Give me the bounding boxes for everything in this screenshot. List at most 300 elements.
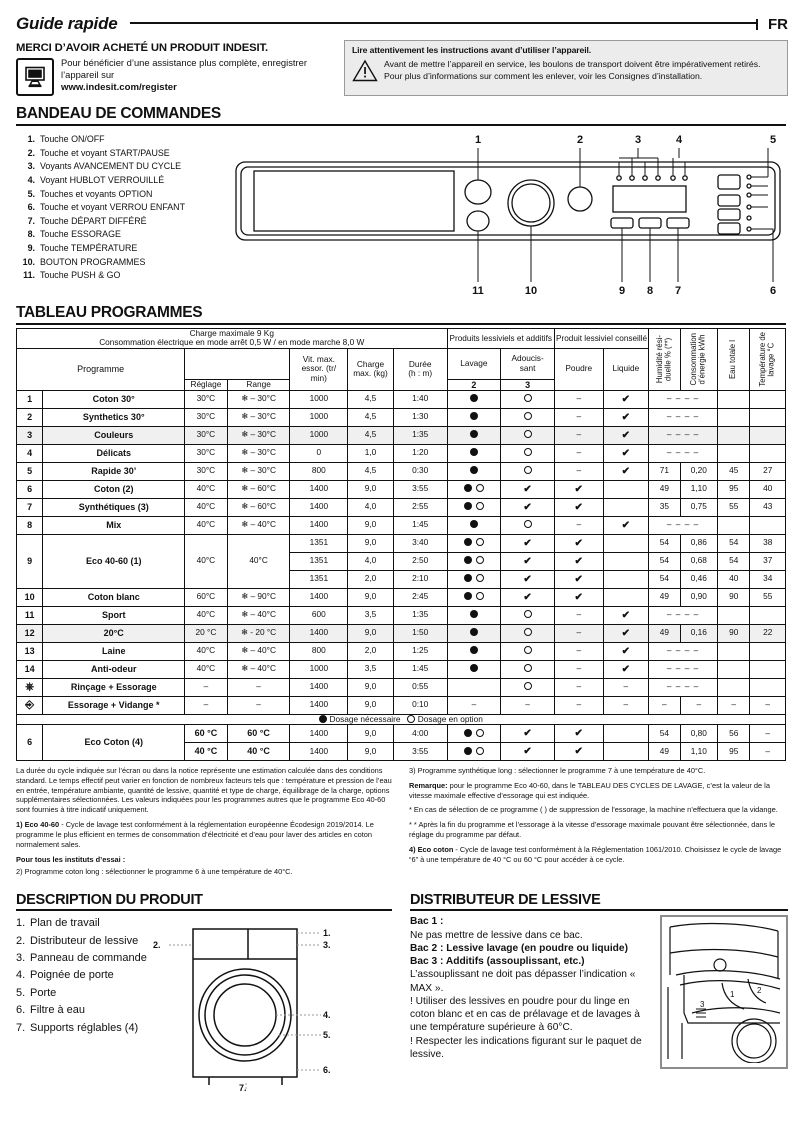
- table-row[interactable]: [17, 390, 786, 408]
- row-setting: 30°C: [185, 444, 228, 462]
- row-temperature: [750, 390, 786, 408]
- row-number: 8: [17, 516, 43, 534]
- row-duration: 1:35: [393, 426, 447, 444]
- row-softener: [501, 660, 555, 678]
- row-load: 4,0: [348, 498, 394, 516]
- caption-line-2: Consommation électrique en mode arrêt 0,5 W / en mode marche 8,0 W: [99, 337, 365, 348]
- footnote-left-4: 2) Programme coton long : sélectionner le programme 6 à une température de 40°C.: [16, 867, 293, 877]
- control-panel-section-title: [16, 105, 786, 126]
- row-temperature: [750, 660, 786, 678]
- row-duration: 0:10: [393, 696, 447, 714]
- row-number: 4: [17, 444, 43, 462]
- row-spin-speed: 1400: [290, 516, 348, 534]
- item-label: Distributeur de lessive: [30, 934, 139, 947]
- max-text: L’assouplissant ne doit pas dépasser l’indication « MAX ».: [410, 969, 636, 994]
- row-number: 5: [17, 462, 43, 480]
- row-liquid: ✔: [603, 408, 649, 426]
- row-liquid: ✔: [603, 426, 649, 444]
- warning-text: Avant de mettre l’appareil en service, les boulons de transport doivent être impérativement retirés. Pour plus d’informations sur comment les enlever, voir les Consignes d’installation.: [384, 59, 761, 81]
- row-softener: [501, 408, 555, 426]
- row-setting: 40°C: [185, 660, 228, 678]
- row-powder: –: [554, 408, 603, 426]
- row-powder: –: [554, 624, 603, 642]
- row-powder: –: [554, 642, 603, 660]
- row-humidity: 35: [649, 498, 680, 516]
- item-label: Plan de travail: [30, 917, 100, 930]
- row-spin-speed: 1000: [290, 660, 348, 678]
- header-powder: Poudre: [554, 348, 603, 390]
- table-row[interactable]: [17, 462, 786, 480]
- row-powder: ✔: [554, 498, 603, 516]
- dispenser-label-2: 2: [757, 986, 762, 996]
- item-number: 2.: [27, 147, 35, 158]
- row-temperature: [750, 426, 786, 444]
- row-temperature: 43: [750, 498, 786, 516]
- table-row[interactable]: [17, 516, 786, 534]
- table-header-row-1: [17, 329, 786, 349]
- product-parts-list: [16, 915, 147, 1091]
- warning-triangle-icon: [352, 59, 378, 82]
- row-softener: [501, 606, 555, 624]
- row-water: [718, 390, 750, 408]
- callout-9: 9: [618, 285, 626, 297]
- item-label: Touche TEMPÉRATURE: [40, 243, 138, 253]
- row-duration: 3:55: [393, 480, 447, 498]
- row-spin-speed: 1400: [290, 480, 348, 498]
- row-duration: 1:35: [393, 606, 447, 624]
- footnotes-right: [409, 766, 788, 882]
- row-softener: ✔: [501, 534, 555, 552]
- row-softener: [501, 642, 555, 660]
- row-programme-name: Coton (2): [43, 480, 185, 498]
- table-row[interactable]: [17, 624, 786, 642]
- row-range: ❄ – 30°C: [227, 462, 290, 480]
- row-liquid: ✔: [603, 516, 649, 534]
- control-panel-item-2: [16, 147, 228, 161]
- row-spin-speed: 1400: [290, 498, 348, 516]
- item-label: Touche DÉPART DIFFÉRÉ: [40, 215, 147, 226]
- footnotes-left: [16, 766, 395, 882]
- row-powder: ✔: [554, 588, 603, 606]
- row-load: 2,0: [348, 570, 394, 588]
- header-temp-group: [185, 348, 290, 379]
- row-softener: ✔: [501, 588, 555, 606]
- row-range: 40 °C: [227, 742, 290, 760]
- table-row[interactable]: [17, 498, 786, 516]
- row-range: ❄ – 60°C: [227, 498, 290, 516]
- header-consumption: Consommation d’énergie kWh: [680, 329, 717, 391]
- row-consumption: 1,10: [680, 742, 717, 760]
- header-liquid: Liquide: [603, 348, 649, 390]
- row-programme-name: Sport: [43, 606, 185, 624]
- header-recommended-group: Produit lessiviel conseillé: [554, 329, 648, 349]
- row-powder: –: [554, 390, 603, 408]
- row-programme-name: Mix: [43, 516, 185, 534]
- fig-callout-4: 4.: [322, 1010, 331, 1021]
- item-label: Porte: [30, 986, 57, 999]
- row-load: 4,5: [348, 426, 394, 444]
- row-range: ❄ – 90°C: [227, 588, 290, 606]
- row-water: 40: [718, 570, 750, 588]
- row-temperature: [750, 642, 786, 660]
- row-setting: 40°C: [185, 642, 228, 660]
- row-range: ❄ – 40°C: [227, 642, 290, 660]
- row-water: 55: [718, 498, 750, 516]
- footnote-right-1: 3) Programme synthétique long : sélectionner le programme 7 à une température de 40°C.: [409, 765, 706, 775]
- register-line-2: l’appareil sur: [61, 69, 115, 81]
- row-softener: ✔: [501, 570, 555, 588]
- fig-callout-3: 3.: [322, 940, 331, 951]
- row-wash: [447, 408, 501, 426]
- footnote-right-2: Remarque: pour le programme Eco 40-60, dans le TABLEAU DES CYCLES DE LAVAGE, c’est la valeur de la vitesse maximale effective d’essorage qui est indiquée.: [409, 780, 770, 800]
- item-number: 7.: [27, 215, 35, 226]
- row-setting: 40°C: [185, 498, 228, 516]
- fig-callout-1: 1.: [322, 928, 331, 939]
- row-humidity: 54: [649, 534, 680, 552]
- header-humidity: Humidité rési- duelle % (**): [649, 329, 680, 391]
- row-consumption: 0,90: [680, 588, 717, 606]
- header-softener: Adoucis- sant: [501, 348, 555, 379]
- row-liquid: [603, 588, 649, 606]
- callout-8: 8: [646, 285, 654, 297]
- item-number: 6.: [27, 202, 35, 213]
- dot-required-icon: [319, 715, 327, 723]
- item-label: Voyants AVANCEMENT DU CYCLE: [40, 161, 182, 172]
- row-liquid: [603, 534, 649, 552]
- item-label: Poignée de porte: [30, 969, 114, 982]
- row-spin-speed: 600: [290, 606, 348, 624]
- row-number: 11: [17, 606, 43, 624]
- row-wash: [447, 660, 501, 678]
- row-programme-name: Eco Coton (4): [43, 724, 185, 760]
- row-spin-speed: 1400: [290, 588, 348, 606]
- row-number: [17, 678, 43, 696]
- table-row[interactable]: [17, 642, 786, 660]
- row-setting: 40°C: [185, 606, 228, 624]
- row-humidity: – – – –: [649, 606, 718, 624]
- row-powder: ✔: [554, 724, 603, 742]
- bac1-title: Bac 1 :: [410, 916, 444, 928]
- item-number: 10.: [22, 256, 35, 267]
- row-wash: [447, 570, 501, 588]
- row-powder: –: [554, 462, 603, 480]
- dispenser-label-1: 1: [730, 990, 735, 1000]
- control-panel-diagram: [228, 130, 788, 298]
- row-setting: 60°C: [185, 588, 228, 606]
- row-number: 13: [17, 642, 43, 660]
- product-item-1: [16, 915, 147, 932]
- row-wash: [447, 642, 501, 660]
- row-wash: [447, 588, 501, 606]
- row-powder: ✔: [554, 570, 603, 588]
- washing-machine-diagram: [151, 915, 392, 1091]
- table-row[interactable]: [17, 534, 786, 552]
- row-softener: ✔: [501, 480, 555, 498]
- row-number: 10: [17, 588, 43, 606]
- row-powder: –: [554, 696, 603, 714]
- table-row[interactable]: [17, 480, 786, 498]
- row-wash: [447, 516, 501, 534]
- item-number: 9.: [27, 243, 35, 253]
- row-programme-name: Synthetics 30°: [43, 408, 185, 426]
- row-softener: [501, 444, 555, 462]
- product-description-section: [16, 892, 392, 1091]
- row-water: [718, 408, 750, 426]
- header-duration: Durée (h : m): [393, 348, 447, 390]
- row-liquid: [603, 498, 649, 516]
- monitor-icon: [16, 58, 54, 96]
- row-wash: [447, 678, 501, 696]
- dispenser-section: [410, 892, 788, 1091]
- caption-line-1: Charge maximale 9 Kg: [189, 328, 274, 338]
- row-duration: 1:45: [393, 516, 447, 534]
- product-item-5: [16, 985, 147, 1002]
- row-consumption: 0,20: [680, 462, 717, 480]
- row-wash: [447, 742, 501, 760]
- row-softener: ✔: [501, 498, 555, 516]
- table-row[interactable]: [17, 606, 786, 624]
- control-panel-legend-list: [16, 130, 228, 298]
- item-number: 1.: [16, 917, 26, 930]
- row-wash: [447, 444, 501, 462]
- row-water: 54: [718, 552, 750, 570]
- row-softener: [501, 624, 555, 642]
- table-row[interactable]: [17, 426, 786, 444]
- control-panel-item-3: [16, 160, 228, 174]
- row-water: 45: [718, 462, 750, 480]
- item-label: Touche et voyant VERROU ENFANT: [40, 202, 186, 213]
- callout-11: 11: [472, 285, 484, 297]
- language-code: FR: [768, 15, 788, 33]
- row-consumption: 0,68: [680, 552, 717, 570]
- row-humidity: 54: [649, 552, 680, 570]
- item-number: 7.: [16, 1021, 26, 1034]
- item-label: Touches et voyants OPTION: [40, 188, 153, 199]
- footnote-right-3: * En cas de sélection de ce programme ( ) de suppression de l’essorage, la machine n’effectuera que la vidange.: [409, 805, 778, 815]
- row-setting: 20 °C: [185, 624, 228, 642]
- dispenser-drawer-diagram: [660, 915, 788, 1069]
- row-programme-name: Eco 40-60 (1): [43, 534, 185, 588]
- row-range: ❄ – 30°C: [227, 408, 290, 426]
- row-programme-name: Coton blanc: [43, 588, 185, 606]
- row-programme-name: Rapide 30’: [43, 462, 185, 480]
- callout-7: 7: [674, 285, 682, 297]
- legend-optional: Dosage en option: [417, 713, 483, 724]
- item-label: Filtre à eau: [30, 1004, 86, 1017]
- item-number: 4.: [16, 969, 26, 982]
- row-water: [718, 660, 750, 678]
- row-water: 56: [718, 724, 750, 742]
- callout-6: 6: [769, 285, 777, 297]
- row-consumption: 0,86: [680, 534, 717, 552]
- callout-2: 2: [576, 134, 584, 146]
- control-panel-item-11: [16, 269, 228, 283]
- row-humidity: – – – –: [649, 660, 718, 678]
- table-row[interactable]: [17, 660, 786, 678]
- row-powder: ✔: [554, 480, 603, 498]
- dosage-legend: [17, 714, 786, 724]
- row-range: ❄ – 30°C: [227, 444, 290, 462]
- row-load: 9,0: [348, 534, 394, 552]
- row-humidity: – – – –: [649, 678, 718, 696]
- control-panel-item-4: [16, 174, 228, 188]
- row-duration: 2:45: [393, 588, 447, 606]
- row-duration: 0:30: [393, 462, 447, 480]
- row-powder: ✔: [554, 552, 603, 570]
- legend-required: Dosage nécessaire: [329, 713, 401, 724]
- row-programme-name: Laine: [43, 642, 185, 660]
- row-humidity: 49: [649, 480, 680, 498]
- footnotes: [0, 761, 802, 882]
- item-number: 4.: [27, 174, 35, 185]
- row-consumption: 0,80: [680, 724, 717, 742]
- table-row[interactable]: [17, 678, 786, 696]
- row-softener: ✔: [501, 724, 555, 742]
- row-duration: 4:00: [393, 724, 447, 742]
- control-panel-item-7: [16, 215, 228, 229]
- item-label: Voyant HUBLOT VERROUILLÉ: [40, 174, 165, 185]
- header-setting: Réglage: [185, 379, 228, 390]
- row-number: [17, 696, 43, 714]
- row-programme-name: Délicats: [43, 444, 185, 462]
- row-temperature: 34: [750, 570, 786, 588]
- table-row[interactable]: [17, 588, 786, 606]
- row-liquid: –: [603, 696, 649, 714]
- dispenser-instructions: [410, 915, 654, 1069]
- rinse-spin-icon: ⎈: [25, 680, 35, 693]
- row-load: 3,5: [348, 606, 394, 624]
- row-duration: 2:50: [393, 552, 447, 570]
- row-humidity: – – – –: [649, 444, 718, 462]
- dispenser-note-1: ! Utiliser des lessives en poudre pour du linge en coton blanc et en cas de prélavage et de lavages à une température supérieure à 60°C.: [410, 995, 640, 1034]
- row-range: 40°C: [227, 534, 290, 588]
- row-duration: 1:45: [393, 660, 447, 678]
- page-title: Guide rapide: [16, 14, 118, 33]
- row-wash: [447, 606, 501, 624]
- row-consumption: 0,16: [680, 624, 717, 642]
- row-wash: [447, 390, 501, 408]
- row-water: [718, 606, 750, 624]
- row-temperature: 27: [750, 462, 786, 480]
- row-liquid: [603, 570, 649, 588]
- row-number: 9: [17, 534, 43, 588]
- row-temperature: –: [750, 724, 786, 742]
- row-powder: –: [554, 516, 603, 534]
- spin-drain-icon: ⎆: [25, 698, 35, 711]
- row-programme-name: Coton 30°: [43, 390, 185, 408]
- control-panel-item-1: [16, 133, 228, 147]
- row-humidity: –: [649, 696, 680, 714]
- row-consumption: 0,75: [680, 498, 717, 516]
- row-water: 95: [718, 480, 750, 498]
- row-water: [718, 516, 750, 534]
- row-load: 1,0: [348, 444, 394, 462]
- row-duration: 3:55: [393, 742, 447, 760]
- table-row[interactable]: [17, 696, 786, 714]
- row-liquid: –: [603, 678, 649, 696]
- row-load: 9,0: [348, 696, 394, 714]
- row-range: ❄ – 40°C: [227, 606, 290, 624]
- control-panel-block: [0, 126, 802, 298]
- row-range: –: [227, 696, 290, 714]
- register-line-1: Pour bénéficier d’une assistance plus complète, enregistrer: [61, 57, 307, 68]
- row-humidity: 49: [649, 624, 680, 642]
- fig-callout-6: 6.: [322, 1065, 331, 1076]
- row-humidity: 54: [649, 724, 680, 742]
- row-spin-speed: 1351: [290, 552, 348, 570]
- row-humidity: 49: [649, 588, 680, 606]
- row-programme-name: Couleurs: [43, 426, 185, 444]
- row-liquid: ✔: [603, 390, 649, 408]
- row-load: 2,0: [348, 642, 394, 660]
- row-temperature: 38: [750, 534, 786, 552]
- header-water: Eau totale l: [718, 329, 750, 391]
- row-programme-name: Synthétiques (3): [43, 498, 185, 516]
- header-detergents-group: Produits lessiviels et additifs: [447, 329, 554, 349]
- row-number: 2: [17, 408, 43, 426]
- row-spin-speed: 800: [290, 462, 348, 480]
- programs-heading: TABLEAU PROGRAMMES: [16, 304, 203, 321]
- row-powder: –: [554, 606, 603, 624]
- row-load: 9,0: [348, 742, 394, 760]
- bac2-text: Bac 2 : Lessive lavage (en poudre ou liquide): [410, 942, 628, 954]
- row-wash: [447, 498, 501, 516]
- row-liquid: ✔: [603, 624, 649, 642]
- item-label: Touche ON/OFF: [40, 134, 105, 144]
- row-spin-speed: 1000: [290, 408, 348, 426]
- row-range: ❄ – 30°C: [227, 390, 290, 408]
- row-humidity: – – – –: [649, 426, 718, 444]
- table-row[interactable]: [17, 408, 786, 426]
- table-row[interactable]: [17, 444, 786, 462]
- item-number: 11.: [23, 270, 35, 281]
- programs-section-title: [16, 304, 786, 325]
- row-setting: 30°C: [185, 462, 228, 480]
- item-number: 2.: [16, 934, 26, 947]
- programs-table: [16, 328, 786, 761]
- warning-box: [344, 40, 788, 96]
- register-text: [61, 57, 307, 94]
- row-humidity: 54: [649, 570, 680, 588]
- control-panel-item-6: [16, 201, 228, 215]
- row-load: 9,0: [348, 480, 394, 498]
- row-liquid: [603, 724, 649, 742]
- row-duration: 1:40: [393, 390, 447, 408]
- product-item-6: [16, 1002, 147, 1019]
- row-setting: 30°C: [185, 426, 228, 444]
- table-row[interactable]: [17, 724, 786, 742]
- footnote-right-5: 4) Eco coton - Cycle de lavage test conformément à la Réglementation 1061/2010. Choisissez le cycle de lavage “6” à une température de 40 °C ou 60 °C pour accéder à ce cycle.: [409, 844, 782, 864]
- row-temperature: –: [750, 696, 786, 714]
- bac1-text: Ne pas mettre de lessive dans ce bac.: [410, 929, 583, 941]
- row-wash: [447, 480, 501, 498]
- control-panel-item-10: [16, 256, 228, 270]
- row-spin-speed: 1351: [290, 570, 348, 588]
- row-duration: 3:40: [393, 534, 447, 552]
- row-setting: 60 °C: [185, 724, 228, 742]
- row-load: 9,0: [348, 624, 394, 642]
- row-duration: 1:25: [393, 642, 447, 660]
- row-number: 6: [17, 480, 43, 498]
- row-load: 4,0: [348, 552, 394, 570]
- row-setting: 40 °C: [185, 742, 228, 760]
- warning-title: Lire attentivement les instructions avant d’utiliser l’appareil.: [352, 45, 592, 55]
- item-label: Touche ESSORAGE: [40, 229, 121, 240]
- register-url[interactable]: www.indesit.com/register: [61, 82, 177, 94]
- row-liquid: [603, 552, 649, 570]
- product-item-7: [16, 1020, 147, 1037]
- row-softener: [501, 678, 555, 696]
